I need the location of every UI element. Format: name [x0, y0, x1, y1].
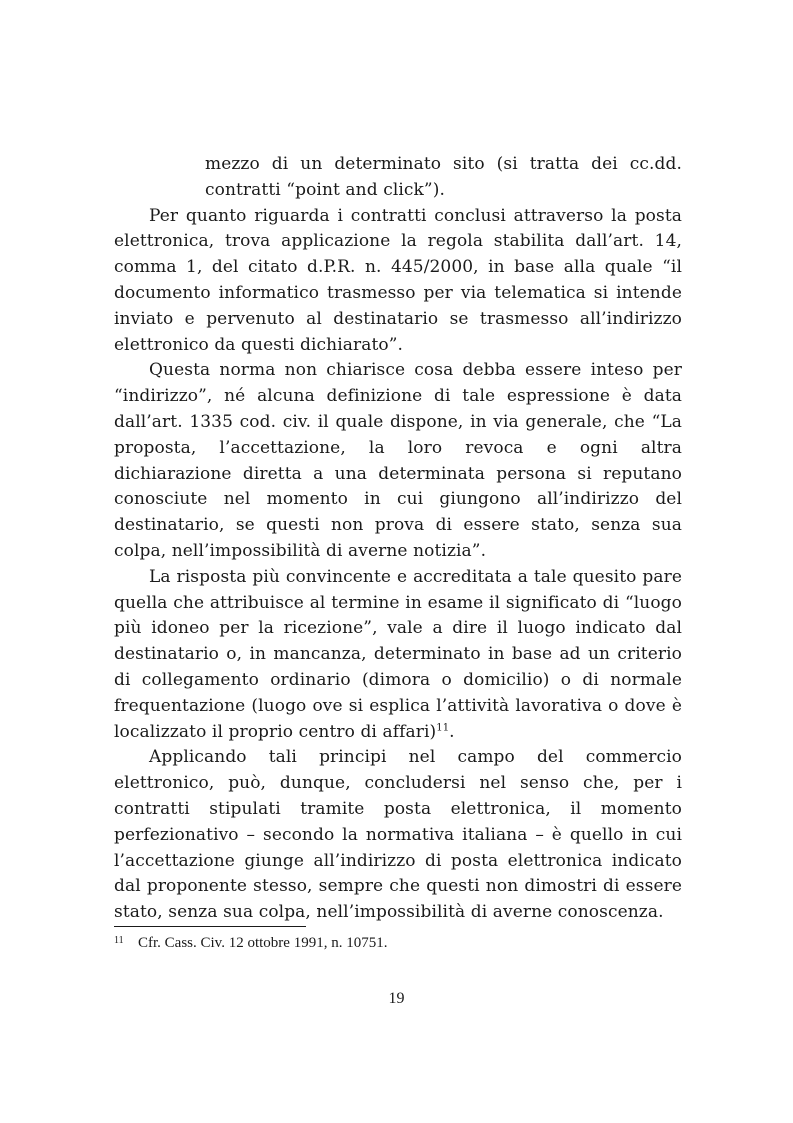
- body-text: [114, 152, 682, 926]
- paragraph-convincing-answer: [114, 565, 682, 746]
- footnote-text: Cfr. Cass. Civ. 12 ottobre 1991, n. 10751.: [138, 935, 388, 951]
- paragraph-conclusion: Applicando tali principi nel campo del commercio elettronico, può, dunque, concludersi nel senso che, per i contratti stipulati tramite posta elettronica, il momento perfezionativo – secondo la normativa italiana – è quello in cui l’accettazione giunge all’indirizzo di posta elettronica indicato dal proponente stesso, sempre che questi non dimostri di essere stato, senza sua colpa, nell’impossibilità di averne conoscenza.: [114, 747, 682, 923]
- footnote-reference[interactable]: 11: [436, 721, 450, 733]
- paragraph-continuation: mezzo di un determinato sito (si tratta dei cc.dd. contratti “point and click”).: [205, 154, 682, 200]
- paragraph-end-punctuation: .: [449, 721, 455, 742]
- paragraph-address-definition: Questa norma non chiarisce cosa debba essere inteso per “indirizzo”, né alcuna definizione di tale espressione è data dall’art. 1335 cod. civ. il quale dispone, in via generale, che “La proposta, l’accettazione, la loro revoca e ogni altra dichiarazione diretta a una determinata persona si reputano conosciute nel momento in cui giungono all’indirizzo del destinatario, se questi non prova di essere stato, senza sua colpa, nell’impossibilità di averne notizia”.: [114, 360, 682, 561]
- paragraph-email-contracts: Per quanto riguarda i contratti conclusi attraverso la posta elettronica, trova applicazione la regola stabilita dall’art. 14, comma 1, del citato d.P.R. n. 445/2000, in base alla quale “il documento informatico trasmesso per via telematica si intende inviato e pervenuto al destinatario se trasmesso all’indirizzo elettronico da questi dichiarato”.: [114, 205, 682, 355]
- paragraph-text: La risposta più convincente e accreditata a tale quesito pare quella che attribuisce al termine in esame il significato di “luogo più idoneo per la ricezione”, vale a dire il luogo indicato dal destinatario o, in mancanza, determinato in base ad un criterio di collegamento ordinario (dimora o domicilio) o di normale frequentazione (luogo ove si esplica l’attività lavorativa o dove è localizzato il proprio centro di affari): [114, 566, 682, 742]
- footnote-separator: [114, 926, 306, 927]
- footnote: [114, 933, 682, 953]
- page-number: 19: [388, 990, 405, 1007]
- footnote-number: 11: [114, 935, 124, 946]
